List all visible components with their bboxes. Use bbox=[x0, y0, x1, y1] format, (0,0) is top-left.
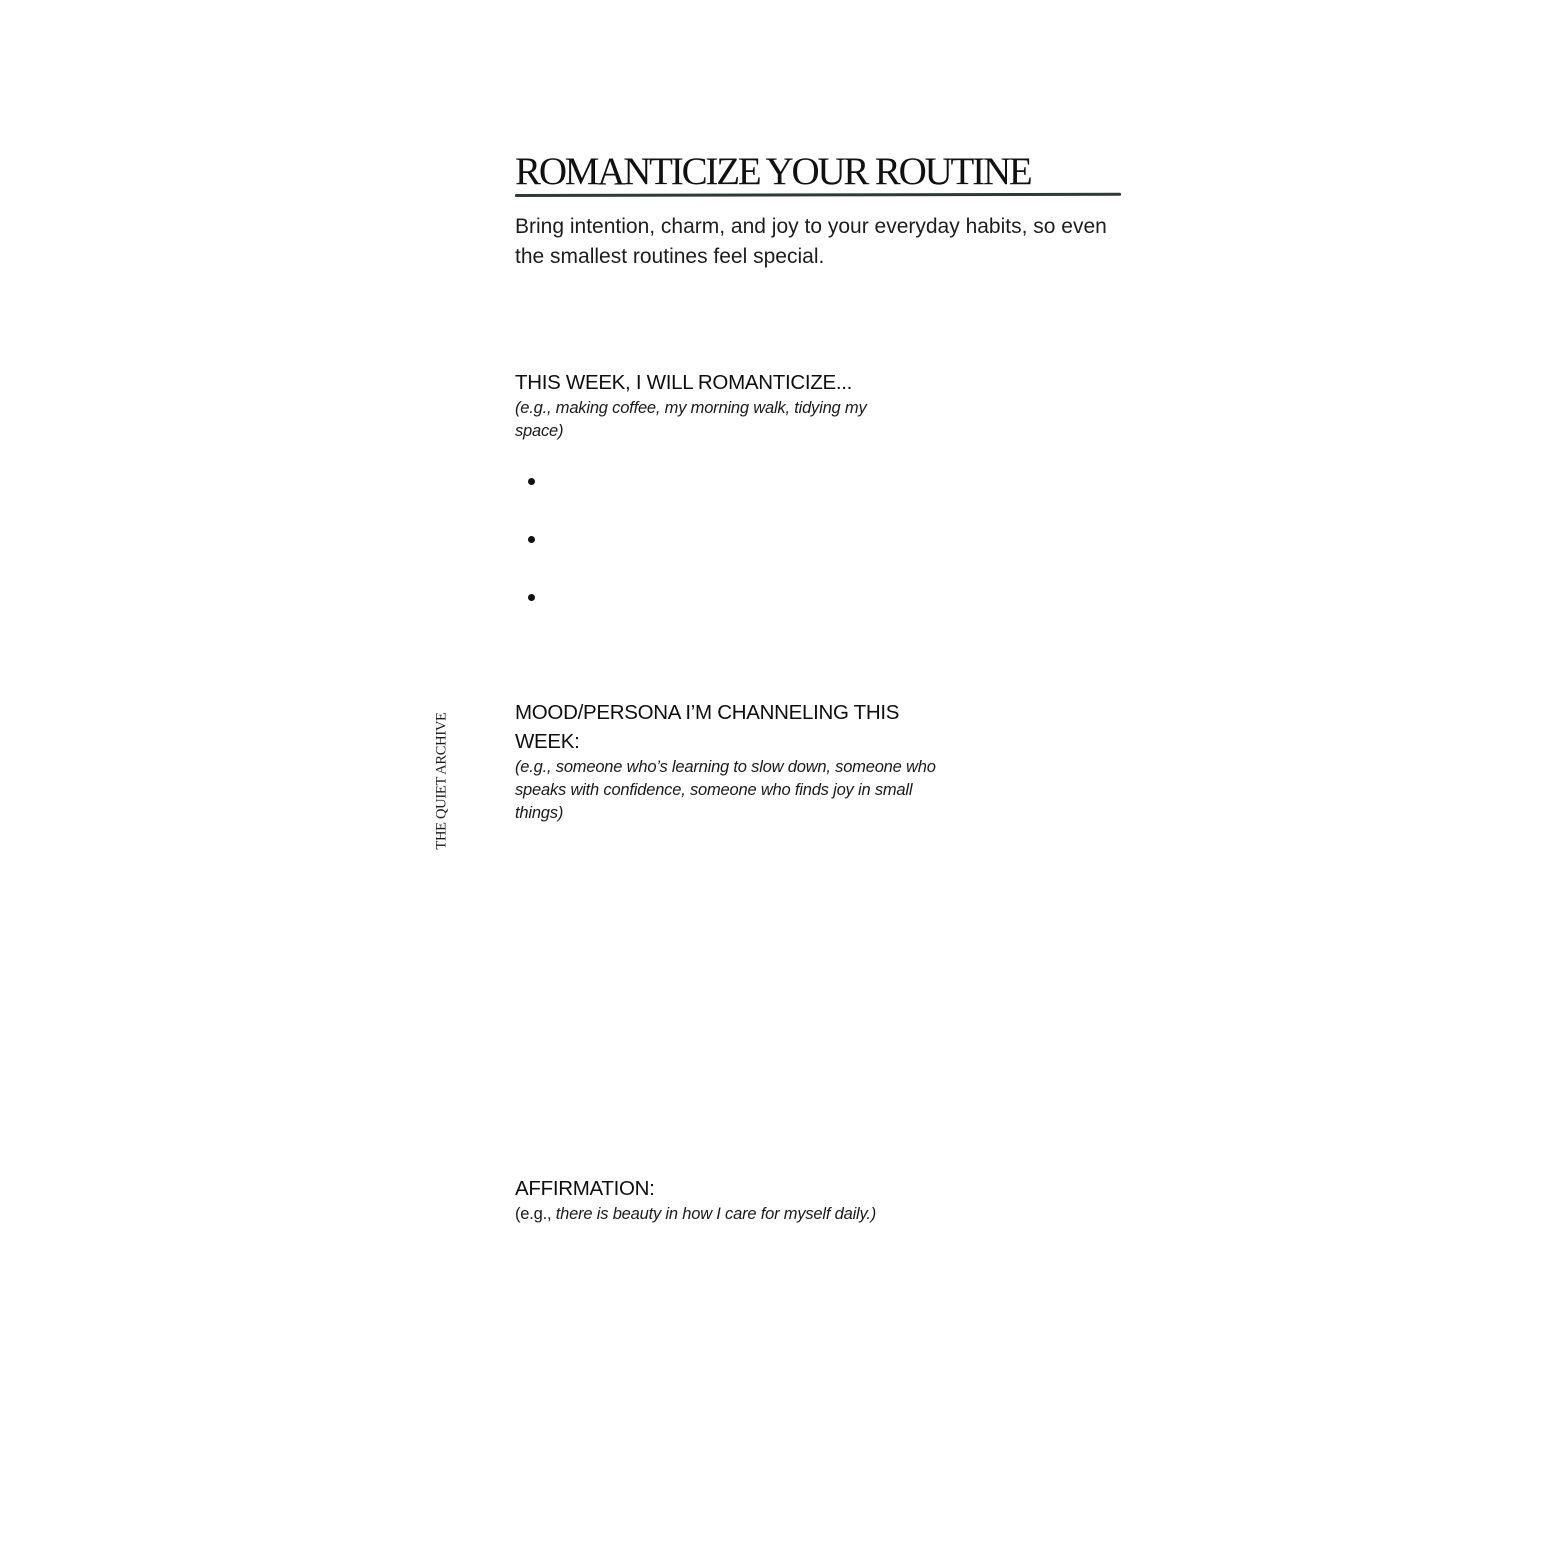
bullet-item-1[interactable] bbox=[515, 466, 1075, 524]
romanticize-section bbox=[515, 368, 935, 443]
bullet-dot-icon bbox=[528, 594, 535, 601]
romanticize-bullet-list bbox=[515, 466, 1075, 640]
affirmation-hint bbox=[515, 1203, 1015, 1226]
romanticize-heading: THIS WEEK, I WILL ROMANTICIZE... bbox=[515, 371, 853, 394]
bullet-item-2[interactable] bbox=[515, 524, 1075, 582]
mood-section bbox=[515, 698, 955, 825]
title-divider bbox=[515, 193, 1121, 197]
mood-hint: (e.g., someone who’s learning to slow down, someone who speaks with confidence, someone who finds joy in small things) bbox=[515, 758, 936, 822]
page-title: ROMANTICIZE YOUR ROUTINE bbox=[515, 150, 1031, 193]
affirmation-hint-prefix: (e.g., bbox=[515, 1205, 556, 1223]
bullet-dot-icon bbox=[528, 536, 535, 543]
romanticize-hint: (e.g., making coffee, my morning walk, tidying my space) bbox=[515, 399, 867, 440]
page-subtitle: Bring intention, charm, and joy to your everyday habits, so even the smallest routines feel special. bbox=[515, 215, 1107, 268]
mood-heading: MOOD/PERSONA I’M CHANNELING THIS WEEK: bbox=[515, 701, 900, 753]
affirmation-hint-text: there is beauty in how I care for myself daily.) bbox=[555, 1205, 877, 1223]
bullet-dot-icon bbox=[528, 478, 535, 485]
bullet-item-3[interactable] bbox=[515, 582, 1075, 640]
brand-side-label: THE QUIET ARCHIVE bbox=[433, 712, 450, 850]
affirmation-section bbox=[515, 1174, 1015, 1226]
affirmation-heading: AFFIRMATION: bbox=[515, 1177, 655, 1200]
